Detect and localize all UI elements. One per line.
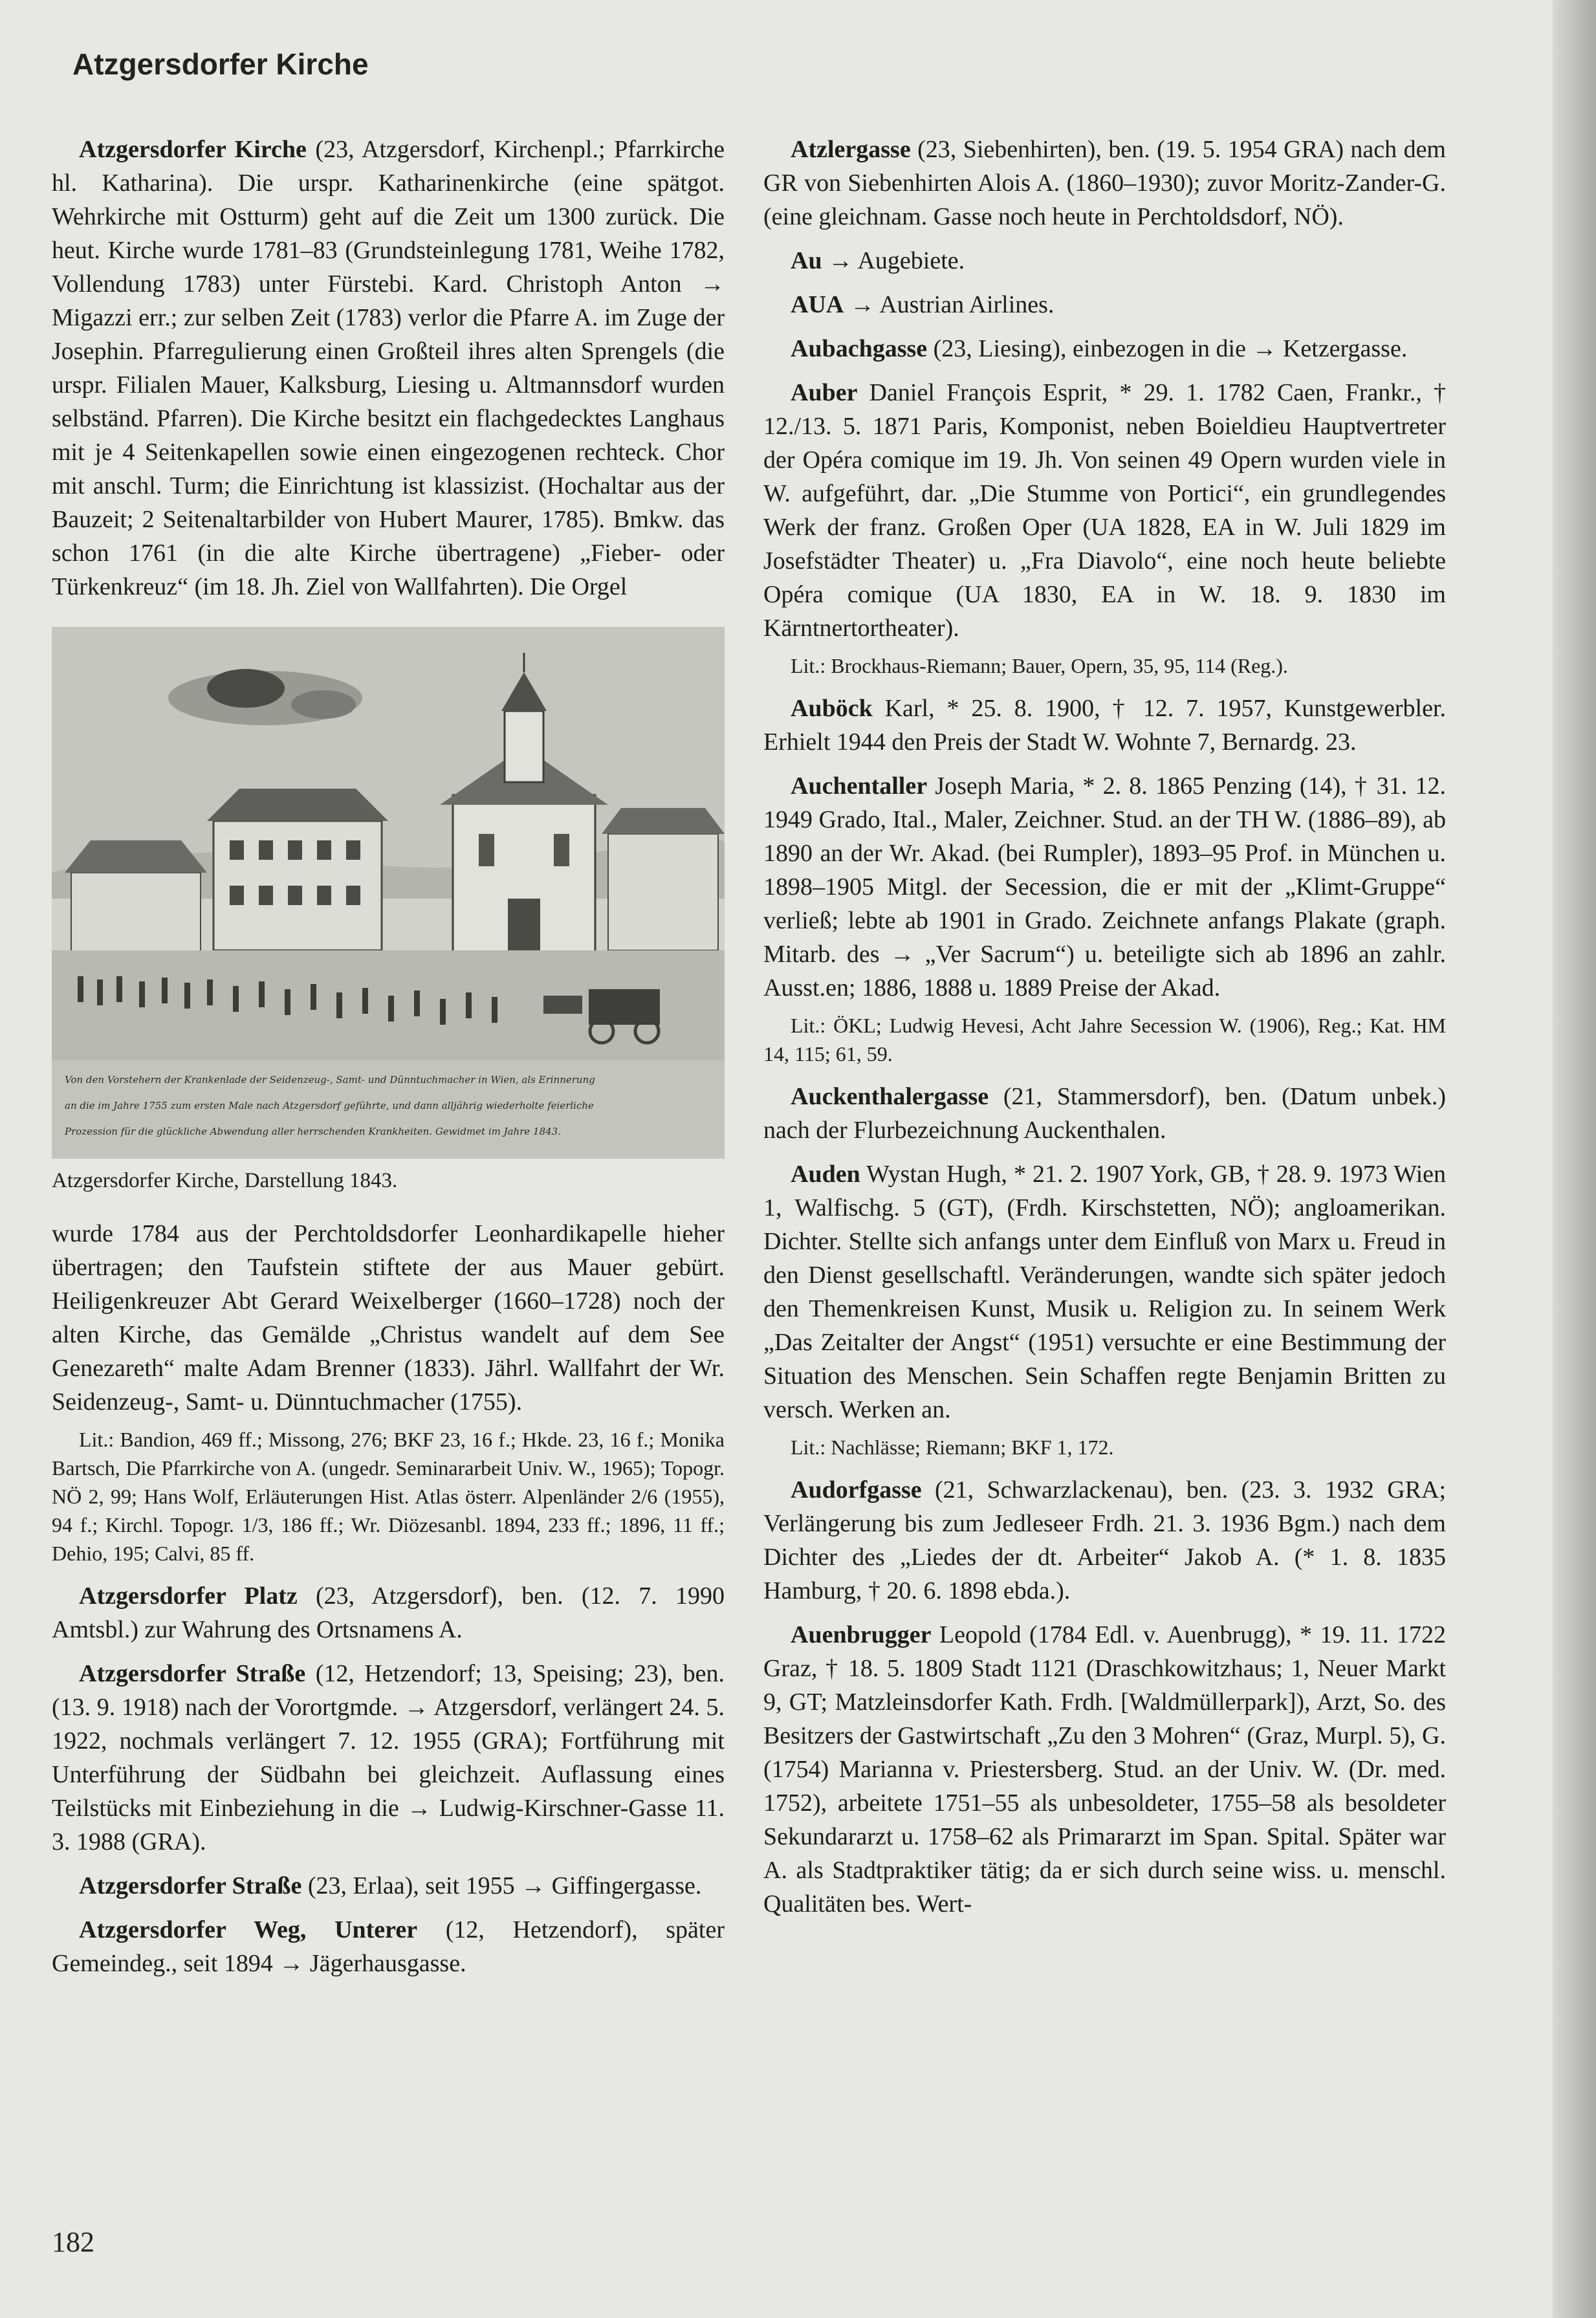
entry-text: (23, Atzgersdorf, Kirchenpl.; Pfarrkirche hl. Katharina). Die urspr. Katharinenkirche (eine spätgot. Wehrkirche mit Ostturm) geht auf die Zeit um 1300 zurück. Die heut. Kirche wurde 1781–83 (Grundsteinlegung 1781, Weihe 1782, Vollendung 1783) unter Fürstebi. Kard. Christoph Anton → Migazzi err.; zur selben Zeit (1783) verlor die Pfarre A. im Zuge der Josephin. Pfarregulierung einen Großteil ihres alten Sprengels (die urspr. Filialen Mauer, Kalksburg, Liesing u. Altmannsdorf wurden selbständ. Pfarren). Die Kirche besitzt ein flachgedecktes Langhaus mit je 4 Seitenkapellen sowie einen eingezogenen rechteck. Chor mit anschl. Turm; die Einrichtung ist klassizist. (Hochaltar aus der Bauzeit; 2 Seitenaltarbilder von Hubert Maurer, 1785). Bmkw. das schon 1761 (in die alte Kirche übertragene) „Fieber- oder Türkenkreuz“ (im 18. Jh. Ziel von Wallfahrten). Die Orgel: [52, 136, 725, 600]
entry-headword: Auckenthalergasse: [791, 1083, 989, 1110]
entry-text: (23, Siebenhirten), ben. (19. 5. 1954 GRA) nach dem GR von Siebenhirten Alois A. (1860–1930); zuvor Moritz-Zander-G. (eine gleichnam. Gasse noch heute in Perchtoldsdorf, NÖ).: [763, 136, 1446, 230]
running-head: Atzgersdorfer Kirche: [72, 47, 369, 81]
figure: [52, 627, 725, 1195]
entry-headword: Auböck: [791, 695, 873, 722]
entry-atzgersdorfer-platz: [52, 1579, 725, 1646]
entry-atzgersdorfer-strasse-12: [52, 1657, 725, 1859]
entry-text: Karl, * 25. 8. 1900, † 12. 7. 1957, Kunstgewerbler. Erhielt 1944 den Preis der Stadt W. Wohnte 7, Bernardg. 23.: [763, 695, 1446, 756]
entry-headword: Atzlergasse: [791, 136, 911, 163]
entry-text: (21, Stammersdorf), ben. (Datum unbek.) nach der Flurbezeichnung Auckenthalen.: [763, 1083, 1446, 1144]
entry-headword: Auchentaller: [791, 772, 928, 800]
entry-continuation: [52, 1217, 725, 1419]
entry-headword: Atzgersdorfer Platz: [79, 1582, 298, 1610]
entry-headword: Atzgersdorfer Weg, Unterer: [79, 1916, 418, 1943]
entry-headword: Aubachgasse: [791, 335, 928, 362]
entry-auden: [763, 1157, 1446, 1427]
entry-atzgersdorfer-weg: [52, 1913, 725, 1980]
entry-text: Leopold (1784 Edl. v. Auenbrugg), * 19. 11. 1722 Graz, † 18. 5. 1809 Stadt 1121 (Draschkowitzhaus; 1, Neuer Markt 9, GT; Matzleinsdorfer Kath. Frdh. [Waldmüllerpark]), Arzt, So. des Besitzers der Gastwirtschaft „Zu den 3 Mohren“ (Graz, Murpl. 5), G. (1754) Marianna v. Priestersberg. Stud. an der Univ. W. (Dr. med. 1752), arbeitete 1751–55 als unbesoldeter, 1755–58 als besoldeter Sekundararzt u. 1758–62 als Primararzt im Span. Spital. Später war A. als Stadtpraktiker tätig; da er sich durch seine wiss. u. menschl. Qualitäten bes. Wert-: [763, 1621, 1446, 1918]
entry-text: (12, Hetzendorf), später Gemeindeg., seit 1894 → Jägerhausgasse.: [52, 1916, 725, 1977]
entry-text: wurde 1784 aus der Perchtoldsdorfer Leonhardikapelle hieher übertragen; den Taufstein stiftete der aus Mauer gebürt. Heiligenkreuzer Abt Gerard Weixelberger (1660–1728) noch der alten Kirche, das Gemälde „Christus wandelt auf dem See Genezareth“ malte Adam Brenner (1833). Jährl. Wallfahrt der Wr. Seidenzeug-, Samt- u. Dünntuchmacher (1755).: [52, 1220, 725, 1416]
entry-auenbrugger: [763, 1618, 1446, 1921]
entry-text: Daniel François Esprit, * 29. 1. 1782 Caen, Frankr., † 12./13. 5. 1871 Paris, Komponist, neben Boieldieu Hauptvertreter der Opéra comique im 19. Jh. Von seinen 49 Opern wurden viele in W. aufgeführt, dar. „Die Stumme von Portici“, ein grundlegendes Werk der franz. Großen Oper (UA 1828, EA in W. Juli 1829 im Josefstädter Theater) u. „Fra Diavolo“, eine noch heute beliebte Opéra comique (UA 1830, EA in W. 18. 9. 1830 im Kärntnertortheater).: [763, 379, 1446, 642]
entry-text: (12, Hetzendorf; 13, Speising; 23), ben. (13. 9. 1918) nach der Vorortgmde. → Atzgersdorf, verlängert 24. 5. 1922, nochmals verlängert 7. 12. 1955 (GRA); Fortführung mit Unterführung der Südbahn bei gleichzeit. Auflassung eines Teilstücks mit Einbeziehung in die → Ludwig-Kirschner-Gasse 11. 3. 1988 (GRA).: [52, 1660, 725, 1855]
entry-auckenthalergasse: [763, 1080, 1446, 1147]
entry-text: → Augebiete.: [822, 247, 965, 274]
entry-aubachgasse: [763, 332, 1446, 366]
entry-text: (23, Atzgersdorf), ben. (12. 7. 1990 Amtsbl.) zur Wahrung des Ortsnamens A.: [52, 1582, 725, 1643]
entry-auchentaller: [763, 769, 1446, 1005]
entry-atzgersdorfer-strasse-23: [52, 1869, 725, 1903]
entry-audorfgasse: [763, 1473, 1446, 1608]
entry-text: (21, Schwarzlackenau), ben. (23. 3. 1932 GRA; Verlängerung bis zum Jedleseer Frdh. 21. 3. 1936 Bgm.) nach dem Dichter des „Liedes der dt. Arbeiter“ Jakob A. (* 1. 8. 1835 Hamburg, † 20. 6. 1898 ebda.).: [763, 1476, 1446, 1604]
literature-note: Lit.: Brockhaus-Riemann; Bauer, Opern, 35, 95, 114 (Reg.).: [791, 654, 1288, 677]
inscription-line-2: an die im Jahre 1755 zum ersten Male nach Atzgersdorf geführte, und dann alljährig wiederholte feierliche: [65, 1100, 594, 1111]
inscription-line-1: Von den Vorstehern der Krankenlade der Seidenzeug-, Samt- und Dünntuchmacher in Wien, als Erinnerung: [65, 1074, 595, 1086]
entry-text: (23, Erlaa), seit 1955 → Giffingergasse.: [301, 1872, 702, 1899]
entry-headword: Audorfgasse: [791, 1476, 922, 1503]
book-gutter: [1553, 0, 1596, 2318]
literature-note: Lit.: Bandion, 469 ff.; Missong, 276; BKF 23, 16 f.; Hkde. 23, 16 f.; Monika Bartsch, Die Pfarrkirche von A. (ungedr. Seminararbeit Univ. W., 1965); Topogr. NÖ 2, 99; Hans Wolf, Erläuterungen Hist. Atlas österr. Alpenländer 2/6 (1955), 94 f.; Kirchl. Topogr. 1/3, 186 ff.; Wr. Diözesanbl. 1894, 233 ff.; 1896, 11 ff.; Dehio, 195; Calvi, 85 ff.: [52, 1428, 725, 1565]
entry-headword: Atzgersdorfer Straße: [79, 1660, 306, 1687]
page-number: 182: [52, 2226, 94, 2258]
entry-aua: [763, 288, 1446, 322]
entry-auboeck: [763, 692, 1446, 759]
entry-headword: Au: [791, 247, 822, 274]
entry-auber: [763, 376, 1446, 645]
entry-text: → Austrian Airlines.: [844, 291, 1055, 318]
entry-atzgersdorfer-kirche: [52, 133, 725, 604]
left-column: [52, 133, 725, 1991]
entry-text: Wystan Hugh, * 21. 2. 1907 York, GB, † 28. 9. 1973 Wien 1, Walfischg. 5 (GT), (Frdh. Kirschstetten, NÖ); angloamerikan. Dichter. Stellte sich anfangs unter dem Einfluß von Marx u. Freud in den Dienst gesellschaftl. Veränderungen, wandte sich später jedoch den Themenkreisen Kunst, Musik u. Religion zu. In seinem Werk „Das Zeitalter der Angst“ (1951) versuchte er eine Bestimmung der Situation des Menschen. Sein Schaffen regte Benjamin Britten zu versch. Werken an.: [763, 1161, 1446, 1423]
literature-note: Lit.: Nachlässe; Riemann; BKF 1, 172.: [791, 1436, 1114, 1459]
entry-headword: Atzgersdorfer Kirche: [79, 136, 307, 163]
entry-au: [763, 244, 1446, 278]
entry-text: (23, Liesing), einbezogen in die → Ketzergasse.: [927, 335, 1408, 362]
church-engraving: [52, 627, 725, 1159]
entry-headword: Auber: [791, 379, 858, 406]
entry-text: Joseph Maria, * 2. 8. 1865 Penzing (14), † 31. 12. 1949 Grado, Ital., Maler, Zeichner. Stud. an der TH W. (1886–89), ab 1890 an der Wr. Akad. (bei Rumpler), 1893–95 Prof. in München u. 1898–1905 Mitgl. der Secession, die er mit der „Klimt-Gruppe“ verließ; lebte ab 1901 in Grado. Zeichnete anfangs Plakate (graph. Mitarb. des → „Ver Sacrum“) u. beteiligte sich ab 1896 an zahlr. Ausst.en; 1886, 1888 u. 1889 Preise der Akad.: [763, 772, 1446, 1001]
figure-caption: Atzgersdorfer Kirche, Darstellung 1843.: [52, 1169, 398, 1192]
literature-note: Lit.: ÖKL; Ludwig Hevesi, Acht Jahre Secession W. (1906), Reg.; Kat. HM 14, 115; 61, 59.: [763, 1014, 1446, 1066]
entry-headword: AUA: [791, 291, 844, 318]
entry-headword: Auden: [791, 1161, 860, 1188]
right-column: [763, 133, 1446, 1931]
entry-atzlergasse: [763, 133, 1446, 234]
inscription-line-3: Prozession für die glückliche Abwendung aller herrschenden Krankheiten. Gewidmet im Jahre 1843.: [65, 1126, 561, 1137]
entry-headword: Atzgersdorfer Straße: [79, 1872, 302, 1899]
entry-headword: Auenbrugger: [791, 1621, 932, 1648]
